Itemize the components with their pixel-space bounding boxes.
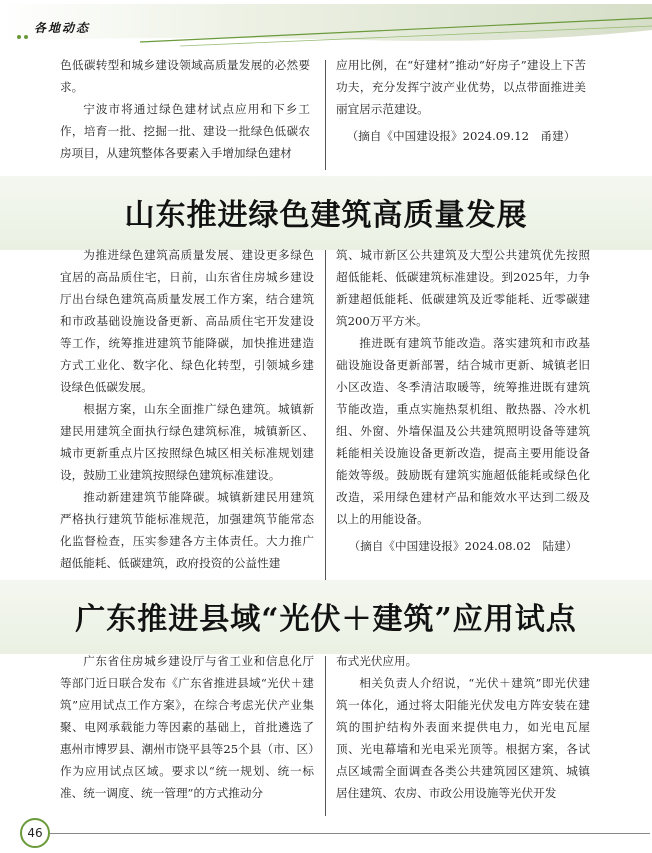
header-decoration <box>0 0 652 48</box>
paragraph: 色低碳转型和城乡建设领域高质量发展的必然要求。 <box>60 58 310 94</box>
paragraph: 为推进绿色建筑高质量发展、建设更多绿色宜居的高品质住宅，日前，山东省住房城乡建设厅出台绿色建筑高质量发展工作方案，结合建筑和市政基础设施设备更新、高品质住宅开发建设等工作，统筹推进建筑节能降碳，加快推进建造方式工业化、数字化、绿色化转型，引领城乡建设绿色低碳发展。 <box>60 248 314 394</box>
page-header <box>0 0 652 48</box>
shandong-left-column <box>60 244 314 574</box>
column-divider <box>325 60 326 170</box>
source-citation: （摘自《中国建设报》2024.08.02 陆建） <box>348 539 578 553</box>
paragraph: 筑、城市新区公共建筑及大型公共建筑优先按照超低能耗、低碳建筑标准建设。到2025年，力争新建超低能耗、低碳建筑及近零能耗、近零碳建筑200万平方米。 <box>336 248 590 328</box>
top-article-right-column <box>336 54 586 147</box>
column-divider <box>325 656 326 816</box>
shandong-right-column <box>336 244 590 557</box>
top-article-left-column <box>60 54 310 164</box>
guangdong-right-column <box>336 650 590 804</box>
source-citation: （摘自《中国建设报》2024.09.12 甬建） <box>346 129 576 143</box>
paragraph: 布式光伏应用。 <box>336 654 418 668</box>
section-title: 各地动态 <box>34 21 91 35</box>
paragraph: 根据方案，山东全面推广绿色建筑。城镇新建民用建筑全面执行绿色建筑标准，城镇新区、城市更新重点片区按照绿色城区相关标准规划建设，鼓励工业建筑按照绿色建筑标准建设。 <box>60 402 314 482</box>
guangdong-left-column <box>60 650 314 804</box>
paragraph: 应用比例，在“好建材”推动“好房子”建设上下苦功夫，充分发挥宁波产业优势，以点带面推进美丽宜居示范建设。 <box>336 58 586 116</box>
article-title-shandong: 山东推进绿色建筑高质量发展 <box>124 198 528 233</box>
paragraph: 广东省住房城乡建设厅与省工业和信息化厅等部门近日联合发布《广东省推进县域“光伏＋建筑”应用试点工作方案》，在综合考虑光伏产业集聚、电网承载能力等因素的基础上，首批遴选了惠州市博罗县、潮州市饶平县等25个县（市、区）作为应用试点区域。要求以“统一规划、统一标准、统一调度、统一管理”的方式推动分 <box>60 654 314 800</box>
paragraph: 推进既有建筑节能改造。落实建筑和市政基础设施设备更新部署，结合城市更新、城镇老旧小区改造、冬季清洁取暖等，统筹推进既有建筑节能改造，重点实施热泵机组、散热器、冷水机组、外窗、外墙保温及公共建筑照明设备等建筑耗能相关设施设备更新改造，提高主要用能设备能效等级。鼓励既有建筑实施超低能耗或绿色化改造，采用绿色建材产品和能效水平达到二级及以上的用能设备。 <box>336 336 590 526</box>
footer-rule <box>50 833 650 834</box>
paragraph: 宁波市将通过绿色建材试点应用和下乡工作，培育一批、挖掘一批、建设一批绿色低碳农房项目，从建筑整体各要素入手增加绿色建材 <box>60 102 310 160</box>
article-title-guangdong: 广东推进县域“光伏＋建筑”应用试点 <box>75 602 577 637</box>
header-dots-icon <box>16 34 36 40</box>
paragraph: 相关负责人介绍说，“光伏＋建筑”即光伏建筑一体化，通过将太阳能光伏发电方阵安装在建筑的围护结构外表面来提供电力，如光电瓦屋顶、光电幕墙和光电采光顶等。根据方案，各试点区域需全面调查各类公共建筑园区建筑、城镇居住建筑、农房、市政公用设施等光伏开发 <box>336 676 590 800</box>
paragraph: 推动新建建筑节能降碳。城镇新建民用建筑严格执行建筑节能标准规范，加强建筑节能常态化监督检查，压实参建各方主体责任。大力推广超低能耗、低碳建筑，政府投资的公益性建 <box>60 490 314 570</box>
column-divider <box>325 250 326 580</box>
page-number: 46 <box>20 818 50 848</box>
